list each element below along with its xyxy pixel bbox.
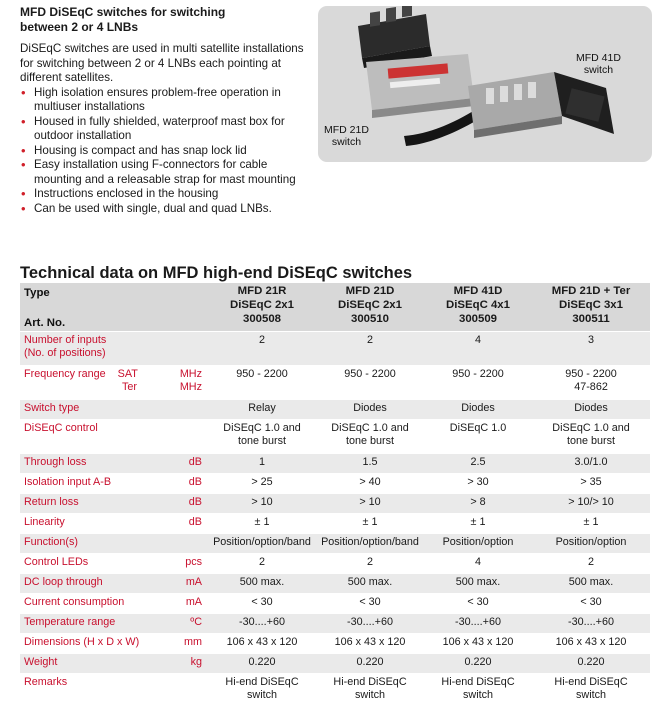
cell-value: -30....+60 xyxy=(208,613,316,633)
cell-value: 3.0/1.0 xyxy=(532,453,650,473)
cell-value: ± 1 xyxy=(316,513,424,533)
cell-value: > 35 xyxy=(532,473,650,493)
col-title-line2: DiSEqC 4x1 xyxy=(446,299,510,311)
cell-value: > 10 xyxy=(208,493,316,513)
row-unit: mA xyxy=(170,573,208,593)
row-unit xyxy=(170,533,208,553)
cell-value: Position/option xyxy=(424,533,532,553)
type-label: Type xyxy=(24,287,50,299)
row-label: Remarks xyxy=(20,673,170,707)
header-col-mfd21d xyxy=(316,283,424,331)
cell-value: Position/option xyxy=(532,533,650,553)
col-art-no: 300508 xyxy=(243,313,282,325)
intro-title-line2: between 2 or 4 LNBs xyxy=(20,20,139,34)
row-unit xyxy=(170,673,208,707)
row-label xyxy=(20,365,170,399)
cell-value: DiSEqC 1.0 and tone burst xyxy=(208,419,316,453)
row-label: Isolation input A-B xyxy=(20,473,170,493)
intro-paragraph: DiSEqC switches are used in multi satellite installations for switching between 2 or 4 LNBs each pointing at different satellites. xyxy=(20,42,304,84)
header-col-mfd21d-ter xyxy=(532,283,650,331)
row-label: Function(s) xyxy=(20,533,170,553)
cell-value: > 25 xyxy=(208,473,316,493)
table-row xyxy=(20,573,650,593)
cell-value: 950 - 2200 xyxy=(316,365,424,399)
row-unit: mm xyxy=(170,633,208,653)
table-row xyxy=(20,419,650,453)
table-row xyxy=(20,533,650,553)
row-label: Current consumption xyxy=(20,593,170,613)
cell-value: ± 1 xyxy=(424,513,532,533)
row-label: DiSEqC control xyxy=(20,419,170,453)
caption-21d-line2: switch xyxy=(331,136,362,148)
cell-value: 3 xyxy=(532,331,650,365)
table-row xyxy=(20,553,650,573)
col-title-line2: DiSEqC 2x1 xyxy=(338,299,402,311)
cell-value: 0.220 xyxy=(316,653,424,673)
caption-21d-line1: MFD 21D xyxy=(324,124,369,136)
intro-section xyxy=(20,5,310,216)
tech-data-title: Technical data on MFD high-end DiSEqC switches xyxy=(20,264,413,282)
feature-item: • Can be used with single, dual and quad LNBs. xyxy=(20,202,310,217)
row-unit: pcs xyxy=(170,553,208,573)
row-unit xyxy=(170,419,208,453)
feature-item: • Instructions enclosed in the housing xyxy=(20,187,310,202)
table-row xyxy=(20,653,650,673)
row-unit xyxy=(170,399,208,419)
spec-table xyxy=(20,283,650,707)
col-title-line1: MFD 21D + Ter xyxy=(551,285,631,297)
cell-value: Position/option/band xyxy=(316,533,424,553)
cell-value: DiSEqC 1.0 and tone burst xyxy=(532,419,650,453)
col-art-no: 300511 xyxy=(572,313,610,325)
row-unit: MHz MHz xyxy=(170,365,208,399)
cell-value: Relay xyxy=(208,399,316,419)
row-unit: mA xyxy=(170,593,208,613)
cell-value: < 30 xyxy=(316,593,424,613)
cell-value: -30....+60 xyxy=(316,613,424,633)
table-row xyxy=(20,633,650,653)
intro-title-line1: MFD DiSEqC switches for switching xyxy=(20,5,226,19)
cell-value: > 10/> 10 xyxy=(532,493,650,513)
cell-value: 0.220 xyxy=(424,653,532,673)
table-row xyxy=(20,399,650,419)
cell-value: 2 xyxy=(316,331,424,365)
feature-item: • Housing is compact and has snap lock lid xyxy=(20,144,310,159)
cell-value: DiSEqC 1.0 and tone burst xyxy=(316,419,424,453)
table-row xyxy=(20,365,650,399)
cell-value: 2 xyxy=(208,553,316,573)
row-label: Switch type xyxy=(20,399,170,419)
col-art-no: 300509 xyxy=(459,313,498,325)
cell-value: > 30 xyxy=(424,473,532,493)
table-row xyxy=(20,513,650,533)
cell-value: ± 1 xyxy=(532,513,650,533)
cell-value: < 30 xyxy=(208,593,316,613)
caption-mfd-21d xyxy=(324,124,369,148)
cell-value: 950 - 2200 47-862 xyxy=(532,365,650,399)
feature-item: • Easy installation using F-connectors for cable mounting and a releasable strap for mast mounting xyxy=(20,158,310,187)
cell-value: Hi-end DiSEqC switch xyxy=(316,673,424,707)
row-label: Control LEDs xyxy=(20,553,170,573)
cell-value: 4 xyxy=(424,331,532,365)
row-label: Dimensions (H x D x W) xyxy=(20,633,170,653)
mfd-21d-device xyxy=(358,6,484,146)
cell-value: 4 xyxy=(424,553,532,573)
cell-value: 2 xyxy=(208,331,316,365)
art-no-label: Art. No. xyxy=(24,317,66,329)
cell-value: > 8 xyxy=(424,493,532,513)
cell-value: Diodes xyxy=(316,399,424,419)
col-title-line1: MFD 21D xyxy=(345,285,395,297)
cell-value: Diodes xyxy=(532,399,650,419)
table-row xyxy=(20,673,650,707)
row-unit: dB xyxy=(170,513,208,533)
cell-value: 106 x 43 x 120 xyxy=(316,633,424,653)
table-row xyxy=(20,493,650,513)
feature-item: • Housed in fully shielded, waterproof mast box for outdoor installation xyxy=(20,115,310,144)
cell-value: Hi-end DiSEqC switch xyxy=(424,673,532,707)
intro-title xyxy=(20,5,310,35)
row-unit: dB xyxy=(170,453,208,473)
product-photo xyxy=(318,6,652,162)
caption-mfd-41d xyxy=(576,52,621,76)
cell-value: 2 xyxy=(316,553,424,573)
feature-item: • High isolation ensures problem-free operation in multiuser installations xyxy=(20,86,310,115)
cell-value: -30....+60 xyxy=(532,613,650,633)
row-label: Number of inputs (No. of positions) xyxy=(20,331,170,365)
col-title-line2: DiSEqC 2x1 xyxy=(230,299,294,311)
cell-value: 500 max. xyxy=(316,573,424,593)
cell-value: 1.5 xyxy=(316,453,424,473)
row-label: Through loss xyxy=(20,453,170,473)
header-col-mfd21r xyxy=(208,283,316,331)
cell-value: Diodes xyxy=(424,399,532,419)
col-title-line2: DiSEqC 3x1 xyxy=(559,299,623,311)
table-row xyxy=(20,453,650,473)
cell-value: > 40 xyxy=(316,473,424,493)
freq-sat-label: SAT xyxy=(117,367,138,380)
row-unit xyxy=(170,331,208,365)
cell-value: ± 1 xyxy=(208,513,316,533)
header-label-cell xyxy=(20,283,208,331)
cell-value: 0.220 xyxy=(532,653,650,673)
cell-value: DiSEqC 1.0 xyxy=(424,419,532,453)
row-unit: kg xyxy=(170,653,208,673)
cell-value: 2 xyxy=(532,553,650,573)
freq-label: Frequency range xyxy=(24,367,106,380)
cell-value: 1 xyxy=(208,453,316,473)
cell-value: 500 max. xyxy=(208,573,316,593)
cell-value: 106 x 43 x 120 xyxy=(424,633,532,653)
cell-value: Hi-end DiSEqC switch xyxy=(532,673,650,707)
row-unit: dB xyxy=(170,473,208,493)
col-art-no: 300510 xyxy=(351,313,390,325)
cell-value: -30....+60 xyxy=(424,613,532,633)
col-title-line1: MFD 41D xyxy=(453,285,503,297)
row-label: DC loop through xyxy=(20,573,170,593)
col-title-line1: MFD 21R xyxy=(237,285,287,297)
row-label: Linearity xyxy=(20,513,170,533)
feature-list xyxy=(20,86,310,217)
cell-value: 0.220 xyxy=(208,653,316,673)
cell-value: 500 max. xyxy=(424,573,532,593)
cell-value: Position/option/band xyxy=(208,533,316,553)
row-label: Return loss xyxy=(20,493,170,513)
row-label: Weight xyxy=(20,653,170,673)
row-unit: ºC xyxy=(170,613,208,633)
row-unit: dB xyxy=(170,493,208,513)
row-label: Temperature range xyxy=(20,613,170,633)
header-col-mfd41d xyxy=(424,283,532,331)
freq-ter-label: Ter xyxy=(122,380,137,393)
cell-value: 106 x 43 x 120 xyxy=(532,633,650,653)
table-header-row xyxy=(20,283,650,331)
caption-41d-line2: switch xyxy=(583,64,614,76)
mfd-41d-device xyxy=(468,72,614,138)
table-row xyxy=(20,613,650,633)
cell-value: 950 - 2200 xyxy=(424,365,532,399)
cell-value: 106 x 43 x 120 xyxy=(208,633,316,653)
cell-value: 950 - 2200 xyxy=(208,365,316,399)
caption-41d-line1: MFD 41D xyxy=(576,52,621,64)
table-row xyxy=(20,473,650,493)
cell-value: 500 max. xyxy=(532,573,650,593)
cell-value: > 10 xyxy=(316,493,424,513)
cell-value: < 30 xyxy=(532,593,650,613)
table-row xyxy=(20,593,650,613)
cell-value: Hi-end DiSEqC switch xyxy=(208,673,316,707)
cell-value: < 30 xyxy=(424,593,532,613)
table-row xyxy=(20,331,650,365)
cell-value: 2.5 xyxy=(424,453,532,473)
